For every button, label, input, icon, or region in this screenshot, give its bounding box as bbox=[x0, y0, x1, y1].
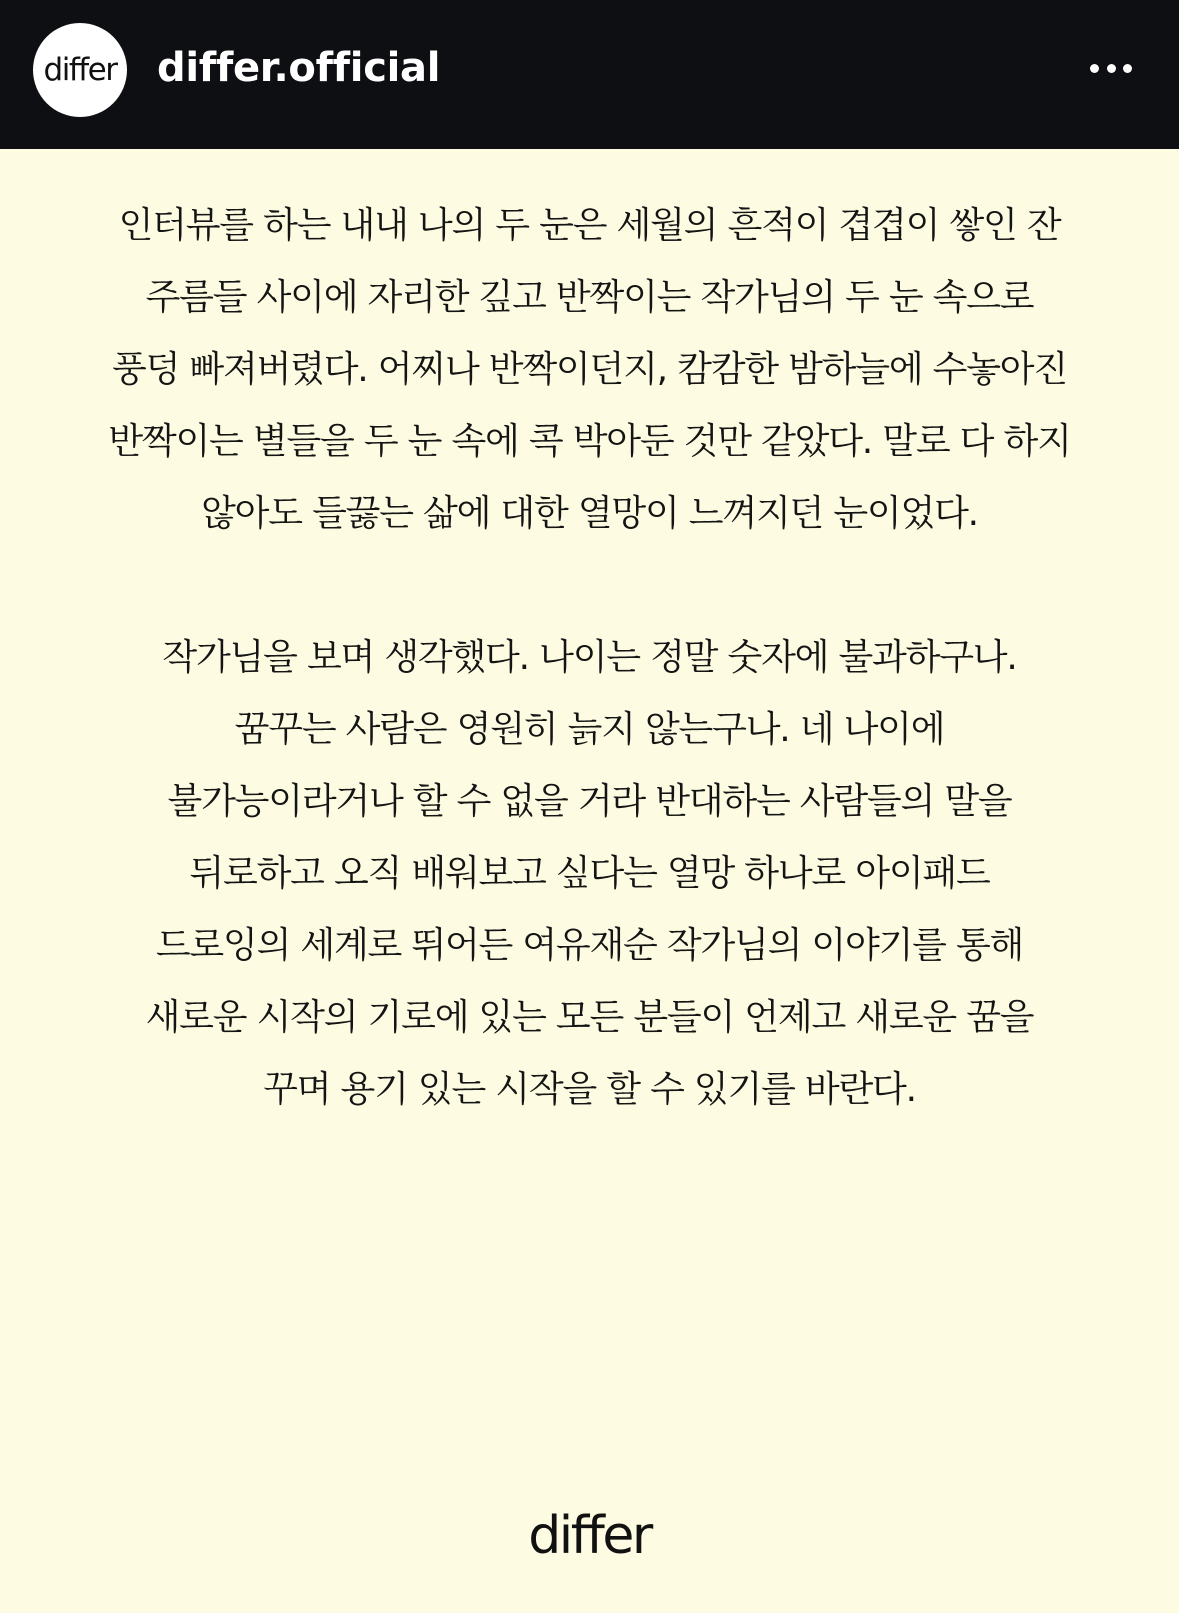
text-line: 풍덩 빠져버렸다. 어찌나 반짝이던지, 캄캄한 밤하늘에 수놓아진 bbox=[112, 349, 1067, 390]
text-line: 불가능이라거나 할 수 없을 거라 반대하는 사람들의 말을 bbox=[167, 781, 1012, 822]
username-link[interactable]: differ.official bbox=[157, 45, 441, 91]
text-line: 꿈꾸는 사람은 영원히 늙지 않는구나. 네 나이에 bbox=[234, 709, 945, 750]
footer-logo: differ bbox=[528, 1506, 651, 1566]
more-horizontal-icon-dot bbox=[1107, 64, 1116, 73]
text-line: 작가님을 보며 생각했다. 나이는 정말 숫자에 불과하구나. bbox=[162, 637, 1017, 678]
text-line: 인터뷰를 하는 내내 나의 두 눈은 세월의 흔적이 겹겹이 쌓인 잔 bbox=[118, 205, 1061, 246]
avatar-logo: differ bbox=[43, 52, 117, 88]
more-options-button[interactable] bbox=[1076, 48, 1146, 88]
text-line: 반짝이는 별들을 두 눈 속에 콕 박아둔 것만 같았다. 말로 다 하지 bbox=[108, 421, 1071, 462]
avatar[interactable] bbox=[33, 23, 127, 117]
post-paragraph-1 bbox=[60, 190, 1119, 550]
text-line: 뒤로하고 오직 배워보고 싶다는 열망 하나로 아이패드 bbox=[189, 853, 990, 894]
text-line: 주름들 사이에 자리한 깊고 반짝이는 작가님의 두 눈 속으로 bbox=[145, 277, 1034, 318]
text-line: 드로잉의 세계로 뛰어든 여유재순 작가님의 이야기를 통해 bbox=[155, 925, 1024, 966]
text-line: 새로운 시작의 기로에 있는 모든 분들이 언제고 새로운 꿈을 bbox=[145, 997, 1034, 1038]
post-header bbox=[0, 0, 1179, 149]
more-horizontal-icon bbox=[1090, 64, 1099, 73]
more-horizontal-icon-dot bbox=[1123, 64, 1132, 73]
text-line: 않아도 들끓는 삶에 대한 열망이 느껴지던 눈이었다. bbox=[201, 493, 978, 534]
post-paragraph-2 bbox=[60, 622, 1119, 1126]
text-line: 꾸며 용기 있는 시작을 할 수 있기를 바란다. bbox=[263, 1069, 916, 1110]
